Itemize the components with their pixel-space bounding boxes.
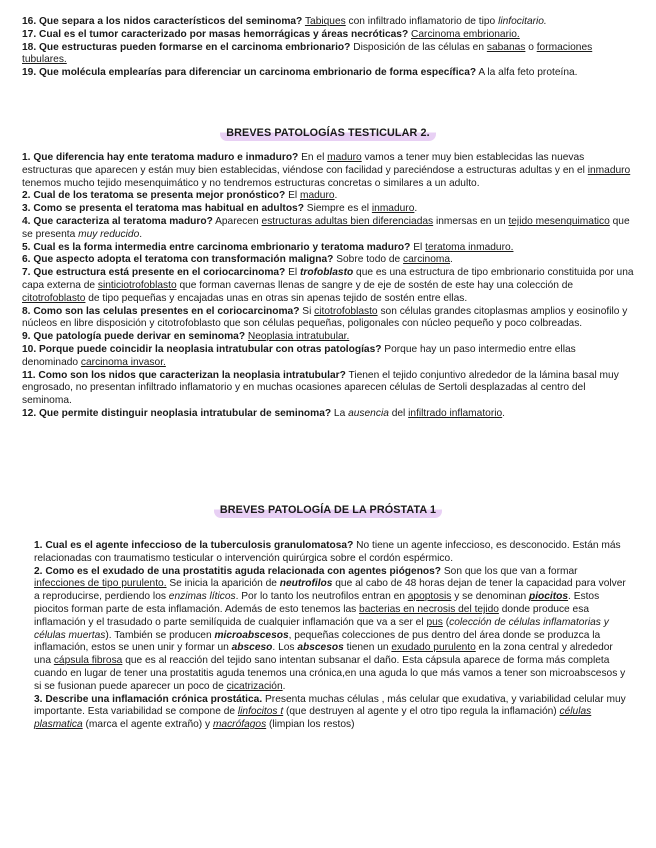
section-title-text: BREVES PATOLOGÍA DE LA PRÓSTATA 1 xyxy=(214,503,442,518)
answer-text: (limpian los restos) xyxy=(266,719,355,731)
answer-text: piocitos xyxy=(528,591,569,603)
question-text: 10. Porque puede coincidir la neoplasia intratubular con otras patologías? xyxy=(22,343,382,355)
answer-text: donde produce esa inflamación y el trasudado o parte semilíquida de cualquier inflamación que va a ser el xyxy=(34,603,589,628)
answer-text: (marca el agente extraño) y xyxy=(82,719,213,731)
answer-text: Sobre todo de xyxy=(333,254,404,266)
answer-text: absceso xyxy=(231,642,273,654)
answer-text: tienen un xyxy=(343,642,392,654)
answer-text: teratoma inmaduro. xyxy=(425,241,514,253)
answer-text: linfocitos t xyxy=(237,706,284,718)
question-item xyxy=(22,267,634,305)
question-text: 17. Cual es el tumor caracterizado por masas hemorrágicas y áreas necróticas? xyxy=(22,28,409,40)
answer-text: que es al reacción del tejido sano intentan subsanar el daño. Esta cápsula aparece de forma más completa cuando en lugar de tener una prostatitis aguda tenemos una crónica,en una aguda lo que más vamos a tener son microabscesos y si se fusionan puede aparecer un poco de xyxy=(34,655,626,692)
answer-text: Si xyxy=(299,305,315,317)
answer-text: ). También se producen xyxy=(105,629,215,641)
answer-text: abscesos xyxy=(297,642,344,654)
question-text: 6. Que aspecto adopta el teratoma con transformación maligna? xyxy=(22,254,334,266)
question-item xyxy=(22,152,634,190)
answer-text: . xyxy=(414,203,418,215)
question-item xyxy=(22,29,622,42)
answer-text: El xyxy=(285,190,300,202)
question-item xyxy=(22,16,622,29)
answer-text: . Por lo tanto los neutrofilos entran en xyxy=(235,591,408,603)
question-text: 3. Como se presenta el teratoma mas habitual en adultos? xyxy=(22,203,304,215)
question-item xyxy=(22,242,634,255)
question-item xyxy=(34,694,628,732)
answer-text: trofoblasto xyxy=(300,267,354,279)
answer-text: tejido mesenquimatico xyxy=(508,215,610,227)
answer-text: Se inicia la aparición de xyxy=(166,578,280,590)
answer-text: bacterias en necrosis del tejido xyxy=(359,603,499,615)
question-item xyxy=(22,370,634,408)
question-item xyxy=(34,566,628,694)
answer-text: apoptosis xyxy=(407,591,452,603)
answer-text: inmersas en un xyxy=(433,215,509,227)
answer-text: formaciones tubulares. xyxy=(22,41,593,66)
question-text: 1. Que diferencia hay ente teratoma maduro e inmaduro? xyxy=(22,152,299,163)
section-title-testicular xyxy=(0,126,656,141)
question-item xyxy=(22,216,634,242)
question-item xyxy=(22,203,634,216)
question-item xyxy=(22,190,634,203)
answer-text: . xyxy=(502,407,505,419)
answer-text: linfocitario. xyxy=(498,16,547,27)
answer-text: Aparecen xyxy=(212,215,262,227)
answer-text: son células grandes citoplasmas amplios y eosinofilo y núcleos en libre disposición y citotrofoblasto que son células pequeñas, poligonales con núcleo pequeño y poco colbreadas. xyxy=(22,305,628,330)
answer-text: cicatrización xyxy=(226,680,283,692)
question-text: 16. Que separa a los nidos característicos del seminoma? xyxy=(22,16,303,27)
answer-text: . xyxy=(334,190,338,202)
answer-text: Carcinoma embrionario. xyxy=(411,28,520,40)
answer-text: Neoplasia intratubular. xyxy=(247,331,350,343)
answer-text: tenemos mucho tejido mesenquimático y no tendremos estructuras concretas o similares a un adulto. xyxy=(22,177,480,189)
answer-text: infecciones de tipo purulento. xyxy=(34,578,167,590)
question-text: 18. Que estructuras pueden formarse en el carcinoma embrionario? xyxy=(22,41,351,53)
question-text: 12. Que permite distinguir neoplasia intratubular de seminoma? xyxy=(22,407,332,419)
answer-text: maduro xyxy=(327,152,362,163)
answer-text: cápsula fibrosa xyxy=(53,655,123,667)
answer-text: macrófagos xyxy=(212,719,267,731)
answer-text: pus xyxy=(426,616,443,628)
question-text: 19. Que molécula emplearías para diferenciar un carcinoma embrionario de forma específica? xyxy=(22,67,477,79)
answer-text: sinticiotrofoblasto xyxy=(97,279,177,291)
answer-text: microabscesos xyxy=(214,629,289,641)
section-prostata xyxy=(34,540,628,732)
question-text: 5. Cual es la forma intermedia entre carcinoma embrionario y teratoma maduro? xyxy=(22,241,411,253)
answer-text: que al cabo de 48 horas dejan de tener la capacidad para volver a reproducirse, perdiendo los xyxy=(34,578,626,603)
answer-text: neutrofilos xyxy=(279,578,333,590)
answer-text: que es una estructura de tipo embrionario constituida por una capa externa de xyxy=(22,267,634,291)
answer-text: en la zona central y alrededor una xyxy=(34,642,613,667)
question-text: 11. Como son los nidos que caracterizan la neoplasia intratubular? xyxy=(22,369,346,381)
question-item xyxy=(34,540,628,566)
answer-text: ( xyxy=(442,616,450,628)
answer-text: inmaduro xyxy=(371,203,415,215)
answer-text: . Estos piocitos forman parte de esta inflamación. Además de esto tenemos las xyxy=(34,591,600,615)
question-text: 8. Como son las celulas presentes en el coriocarcinoma? xyxy=(22,305,300,317)
question-item xyxy=(22,408,634,421)
answer-text: . Los xyxy=(272,642,298,654)
question-item xyxy=(22,306,634,332)
answer-text: carcinoma invasor. xyxy=(80,356,166,368)
answer-text: . xyxy=(282,680,286,692)
section-title-prostata xyxy=(0,503,656,518)
answer-text: infiltrado inflamatorio xyxy=(408,407,503,419)
question-item xyxy=(22,254,634,267)
answer-text: exudado purulento xyxy=(391,642,476,654)
answer-text: células plasmatica xyxy=(34,706,592,731)
answer-text: El xyxy=(285,267,301,279)
answer-text: vamos a tener muy bien establecidas las nuevas estructuras que aparecen y están muy bien establecidas, viéndose con facilidad y pareciéndose a estructuras adultas y en el xyxy=(22,152,588,176)
question-text: 7. Que estructura está presente en el coriocarcinoma? xyxy=(22,267,286,279)
answer-text: Son que los que van a formar xyxy=(441,565,578,577)
answer-text: enzimas líticos xyxy=(168,591,236,603)
answer-text: citotrofoblasto xyxy=(314,305,378,317)
answer-text: o xyxy=(525,41,537,53)
question-item xyxy=(22,331,634,344)
answer-text: sabanas xyxy=(486,41,526,53)
answer-text: En el xyxy=(298,152,328,163)
answer-text: y se denominan xyxy=(451,591,529,603)
answer-text: Presenta muchas células , más celular que exudativa, y variabilidad celular muy importante. Esta variabilidad se compone de xyxy=(34,693,626,718)
question-item xyxy=(22,42,622,68)
answer-text: . xyxy=(139,228,143,240)
answer-text: Disposición de las células en xyxy=(350,41,487,53)
answer-text: con infiltrado inflamatorio de tipo xyxy=(345,16,499,27)
section-testicular xyxy=(22,152,634,421)
question-text: 1. Cual es el agente infeccioso de la tuberculosis granulomatosa? xyxy=(34,540,354,551)
answer-text: (que destruyen al agente y el otro tipo regula la inflamación) xyxy=(283,706,560,718)
answer-text: ausencia xyxy=(348,407,389,419)
answer-text: estructuras adultas bien diferenciadas xyxy=(261,215,434,227)
answer-text: La xyxy=(331,407,349,419)
answer-text: carcinoma xyxy=(403,254,451,266)
answer-text: que forman cavernas llenas de sangre y de eje de sostén de este hay una colección de xyxy=(176,279,574,291)
answer-text: que se presenta xyxy=(22,215,630,240)
answer-text: citotrofoblasto xyxy=(22,292,86,304)
question-text: 2. Cual de los teratoma se presenta mejor pronóstico? xyxy=(22,190,286,202)
answer-text: Porque hay un paso intermedio entre ellas denominado xyxy=(22,343,576,368)
question-item xyxy=(22,344,634,370)
answer-text: , pequeñas colecciones de pus dentro del área donde se produzca la inflamación, estos se unen unir y formar un xyxy=(34,629,601,654)
answer-text: Tienen el tejido conjuntivo alrededor de la lámina basal muy engrosado, no presentan infiltrado inflamatorio y en muchas ocasiones aparecen células de Sertoli desplazadas al centro del seminoma. xyxy=(22,369,619,407)
answer-text: de tipo pequeñas y encajadas unas en otras sin apenas tejido de sostén entre ellas. xyxy=(85,292,468,304)
answer-text: El xyxy=(410,241,426,253)
answer-text: muy reducido xyxy=(78,228,140,240)
question-text: 3. Describe una inflamación crónica prostática. xyxy=(34,693,263,705)
answer-text: colección de células inflamatorias y células muertas xyxy=(34,616,609,641)
question-text: 2. Como es el exudado de una prostatitis aguda relacionada con agentes piógenos? xyxy=(34,565,442,577)
question-item xyxy=(22,67,622,80)
top-questions xyxy=(22,16,622,80)
answer-text: maduro xyxy=(299,190,335,202)
section-title-text: BREVES PATOLOGÍAS TESTICULAR 2. xyxy=(220,126,435,141)
question-text: 9. Que patología puede derivar en seminoma? xyxy=(22,331,246,343)
answer-text: A la alfa feto proteína. xyxy=(476,67,578,79)
answer-text: inmaduro xyxy=(587,164,631,176)
question-text: 4. Que caracteriza al teratoma maduro? xyxy=(22,215,213,227)
answer-text: . xyxy=(450,254,453,266)
answer-text: Tabiques xyxy=(304,16,346,27)
answer-text: Siempre es el xyxy=(303,203,372,215)
answer-text: No tiene un agente infeccioso, es desconocido. Están más relacionadas con traumatismo testicular o intervención quirúrgica sobre el cordón espérmico. xyxy=(34,540,621,564)
answer-text: del xyxy=(388,407,409,419)
